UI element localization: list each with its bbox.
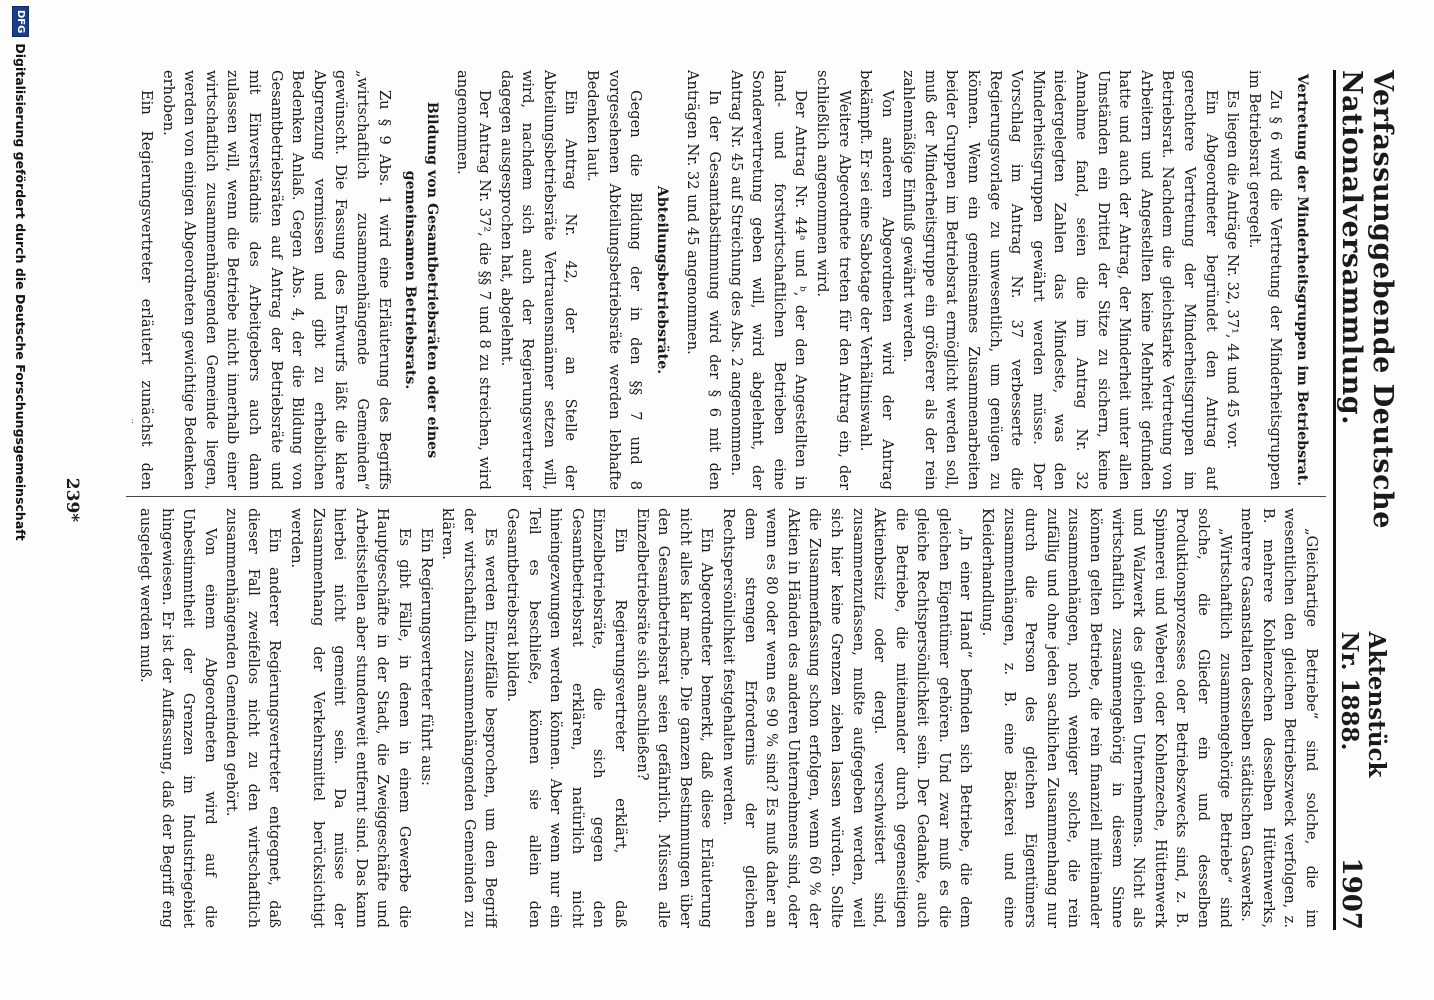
paragraph: Gegen die Bildung der in den §§ 7 und 8 vorgesehenen Abteilungsbetriebsräte werden lebhafte Bedenken laut. bbox=[584, 70, 645, 490]
left-column bbox=[132, 70, 1322, 490]
paragraph: Weitere Abgeordnete treten für den Antrag ein, der schließlich angenommen wird. bbox=[813, 70, 853, 490]
section-heading: Abteilungsbetriebsräte. bbox=[653, 185, 670, 375]
section-heading: Vertretung der Minderheitsgruppen im Betriebsrat. bbox=[1294, 73, 1310, 487]
right-column bbox=[132, 508, 1322, 928]
paragraph: Der Antrag Nr. 44ᵃ und ᵇ, der den Angestellten in land- und forstwirtschaftlichen Betrieben eine Sondervertretung geben will, wird abgelehnt, der Antrag Nr. 45 auf Streichung des Abs. 2 angenommen. bbox=[727, 70, 810, 490]
paragraph: Ein Abgeordneter bemerkt, daß diese Erläuterung nicht alles klar mache. Die ganzen Bestimmungen über den Gesamtbetriebsrat seien gefährlich. Müssen alle Einzelbetriebsräte sich anschließen? bbox=[633, 508, 716, 928]
header-title: Verfassunggebende Deutsche Nationalversammlung. bbox=[1336, 70, 1398, 529]
paragraph: Ein Regierungsvertreter erläutert zunächst den bbox=[138, 90, 156, 490]
section-heading: Bildung von Gesamtbetriebsräten oder eines gemeinsamen Betriebsrats. bbox=[402, 101, 440, 459]
paragraph: Von anderen Abgeordneten wird der Antrag bekämpft. Er sei eine Sabotage der Verhältniswahl. bbox=[857, 70, 896, 490]
header-rule bbox=[1333, 70, 1336, 930]
paragraph: Es liegen die Anträge Nr. 32, 37¹, 44 und 45 vor. bbox=[1224, 90, 1242, 450]
paragraph: Ein Abgeordneter begründet den Antrag auf gerechtere Vertretung der Minderheitsgruppen im Betriebsrat. Nachdem die gleichstarke Vertretung von Arbeitern und Angestellten keine Mehrheit gefunden hatte und auch der Antrag, der Minderheit unter allen Umständen ein Drittel der Sitze zu sichern, keine Annahme fand, seien die im Antrag Nr. 32 niedergelegten Zahlen das Mindeste, was den Minderheitsgruppen gewährt werden müsse. Der Vorschlag im Antrag Nr. 37 verbesserte die Regierungsvorlage zu unwesentlich, um genügen zu können. Wenn ein gemeinsames Zusammenarbeiten beider Gruppen im Betriebsrat ermöglicht werden soll, muß der Minderheitsgruppe ein größerer als der rein zahlenmäßige Einfluß gewährt werden. bbox=[900, 70, 1220, 490]
column-divider bbox=[126, 496, 1326, 497]
paragraph: In der Gesamtabstimmung wird der § 6 mit den Anträgen Nr. 32 und 45 angenommen. bbox=[684, 70, 723, 490]
paragraph: „Gleichartige Betriebe“ sind solche, die im wesentlichen den gleichen Betriebszweck verfolgen, z. B. mehrere Kohlenzechen desselben Hüttenwerks, mehrere Gasanstalten desselben städtischen Gaswerks. bbox=[1238, 508, 1320, 928]
paragraph: Ein Antrag Nr. 42, der an Stelle der Abteilungsbetriebsräte Vertrauensmänner setzen will, wird, nachdem sich auch der Regierungsvertreter dagegen ausgesprochen hat, abgelehnt. bbox=[497, 70, 580, 490]
paragraph bbox=[132, 508, 134, 928]
paragraph: Der Antrag Nr. 37², die §§ 7 und 8 zu streichen, wird angenommen. bbox=[454, 70, 494, 490]
page-number: 1907 bbox=[1336, 857, 1366, 930]
paragraph: Zu § 6 wird die Vertretung der Minderheitsgruppen im Betriebsrat geregelt. bbox=[1245, 70, 1285, 490]
header-document-number: Aktenstück Nr. 1888. bbox=[1336, 631, 1390, 778]
paragraph: Von einem Abgeordneten wird auf die Unbestimmtheit der Grenzen im Industriegebiet hingewiesen. Er ist der Auffassung, daß der Begriff eng ausgelegt werden muß. bbox=[136, 508, 219, 928]
paragraph: „Wirtschaftlich zusammengehörige Betriebe“ sind solche, die Glieder ein und desselben Produktionsprozesses oder Betriebszwecks sind, z. B. Spinnerei und Weberei oder Kohlenzeche, Hüttenwerk und Walzwerk des gleichen Unternehmens. Nicht als wirtschaftlich zusammengehörig in diesem Sinne können gelten Betriebe, die rein finanziell miteinander zusammenhängen, noch weniger solche, die rein zufällig und ohne jeden sachlichen Zusammenhang nur durch die Person des gleichen Eigentümers zusammenhängen, z. B. eine Bäckerei und eine Kleiderhandlung. bbox=[979, 508, 1234, 928]
signature-mark: 239* bbox=[62, 477, 82, 523]
paragraph: Ein Regierungsvertreter erklärt, daß Einzelbetriebsräte, die sich gegen den Gesamtbetriebsrat erklären, natürlich nicht hineingezwungen werden können. Aber wenn nur ein Teil es beschließe, können sie allein den Gesamtbetriebsrat bilden. bbox=[504, 508, 629, 928]
paragraph: Es werden Einzelfälle besprochen, um den Begriff der wirtschaftlich zusammenhängenden Gemeinden zu klären. bbox=[439, 508, 500, 928]
paragraph: Zu § 9 Abs. 1 wird eine Erläuterung des Begriffs „wirtschaftlich zusammenhängende Gemeinden“ gewünscht. Die Fassung des Entwurfs läßt die klare Abgrenzung vermissen und gibt zu erheblichen Bedenken Anlaß. Gegen Abs. 4, der die Bildung von Gesamtbetriebsräten auf Antrag der Betriebsräte und mit Einverständnis des Arbeitgebers auch dann zulassen will, wenn die Betriebe nicht innerhalb einer wirtschaftlich zusammenhängenden Gemeinde liegen, werden von einigen Abgeordneten gewichtige Bedenken erhoben. bbox=[159, 70, 393, 490]
imprint-text: Digitalisierung gefördert durch die Deutsche Forschungsgemeinschaft bbox=[13, 43, 29, 541]
paragraph: Es gibt Fälle, in denen in einem Gewerbe die Hauptgeschäfte in der Stadt, die Zweiggeschäfte und Arbeitsstellen aber stundenweit entfernt sind. Das kann hierbei nicht gemeint sein. Da müsse der Zusammenhang der Verkehrsmittel berücksichtigt werden. bbox=[288, 508, 414, 928]
paragraph: Ein anderer Regierungsvertreter entgegnet, daß dieser Fall zweifellos nicht zu den wirtschaftlich zusammenhängenden Gemeinden gehört. bbox=[223, 508, 284, 928]
paragraph: Ein Regierungsvertreter führt aus: bbox=[417, 528, 435, 786]
dfg-logo: DFG bbox=[13, 6, 30, 37]
imprint-strip bbox=[10, 0, 32, 1000]
page-header bbox=[1336, 70, 1398, 930]
paragraph: „In einer Hand“ befinden sich Betriebe, die dem gleichen Eigentümer gehören. Und zwar muß es die gleiche Rechtspersönlichkeit sein. Der Gedanke, auch die Betriebe, die miteinander durch gegenseitigen Aktienbesitz oder dergl. verschwistert sind, zusammenzufassen, mußte aufgegeben werden, weil sich hier keine Grenzen ziehen lassen würden. Sollte die Zusammenfassung schon erfolgen, wenn 60 % der Aktien in Händen des anderen Unternehmens sind, oder wenn es 80 oder wenn es 90 % sind? Es muß daher an dem strengen Erfordernis der gleichen Rechtspersönlichkeit festgehalten werden. bbox=[719, 508, 975, 928]
